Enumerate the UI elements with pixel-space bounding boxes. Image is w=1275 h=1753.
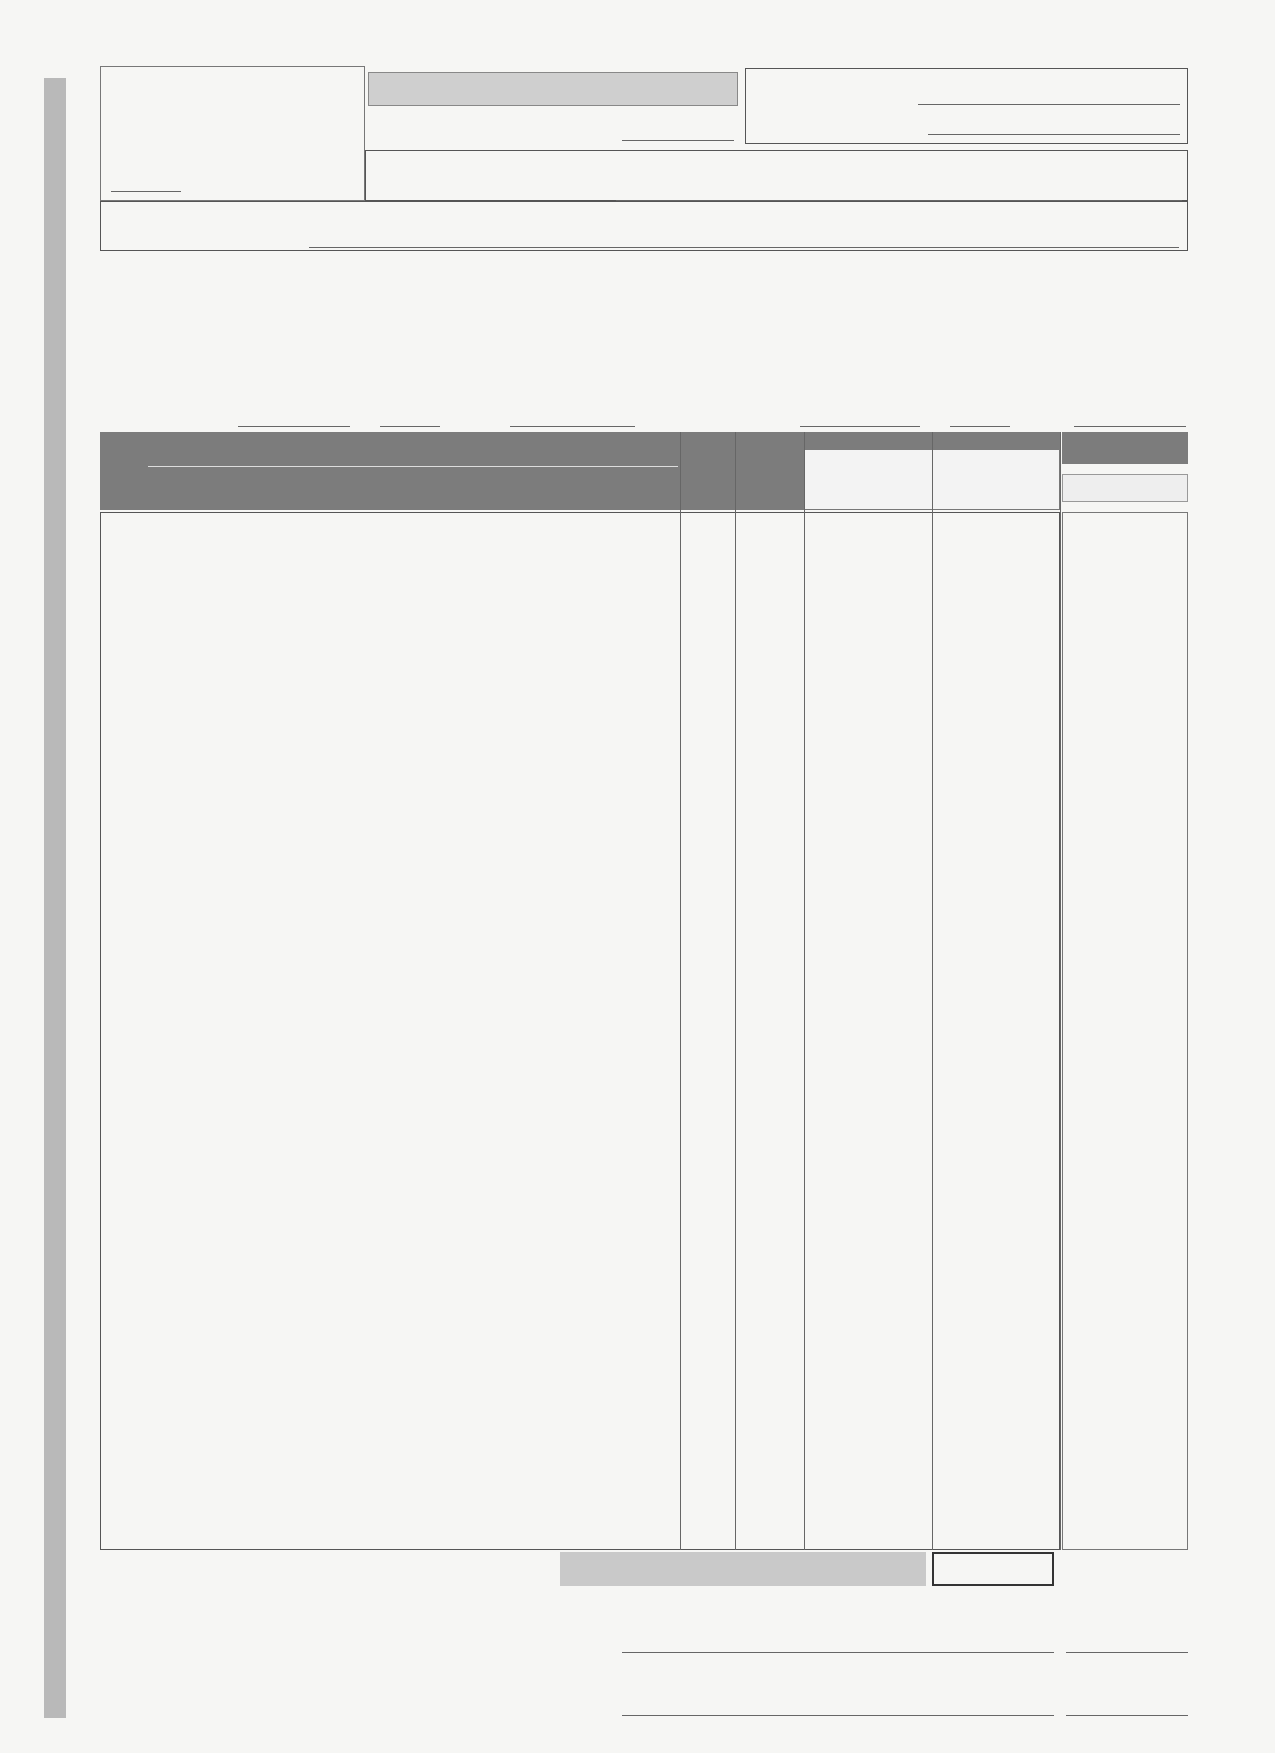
end-date-line[interactable] xyxy=(800,426,920,427)
start-year-line[interactable] xyxy=(380,426,440,427)
side-publisher xyxy=(70,1450,90,1720)
divider-cena xyxy=(804,432,805,1550)
rodzaj-box xyxy=(745,68,1188,144)
end-time-line[interactable] xyxy=(1074,426,1186,427)
start-time-line[interactable] xyxy=(510,426,635,427)
firma-line-left xyxy=(111,191,181,192)
divider-uwagi xyxy=(1060,432,1061,1550)
header-przedmiot-divider xyxy=(148,466,678,467)
nazwa-box xyxy=(100,201,1188,251)
rodzaj-line[interactable] xyxy=(918,104,1180,105)
divider-ilosc xyxy=(735,432,736,1550)
sprawdzil-line[interactable] xyxy=(622,1715,1054,1716)
header-wartosc xyxy=(932,432,1060,450)
header-uwagi xyxy=(1062,432,1188,464)
header-cena xyxy=(804,432,932,450)
sposob-line[interactable] xyxy=(928,134,1180,135)
firma-box xyxy=(100,66,365,201)
przeniesienia-box xyxy=(1062,474,1188,502)
start-date-line[interactable] xyxy=(238,426,350,427)
divider-wartosc xyxy=(932,432,933,1550)
divider-jedn xyxy=(680,432,681,1550)
razem-value[interactable] xyxy=(932,1552,1054,1586)
wycenil-podpis-line[interactable] xyxy=(1066,1652,1188,1653)
uwagi-column xyxy=(1062,512,1188,1550)
form-title xyxy=(368,72,738,106)
nazwa-line[interactable] xyxy=(309,247,1179,248)
side-strip-oryginal xyxy=(44,78,66,1718)
end-year-line[interactable] xyxy=(950,426,1010,427)
sprawdzil-podpis-line[interactable] xyxy=(1066,1715,1188,1716)
table-body-frame xyxy=(100,512,1060,1550)
razem-label xyxy=(560,1552,926,1586)
osoba-box xyxy=(365,150,1188,201)
strona-line xyxy=(622,140,734,141)
wycenil-line[interactable] xyxy=(622,1652,1054,1653)
